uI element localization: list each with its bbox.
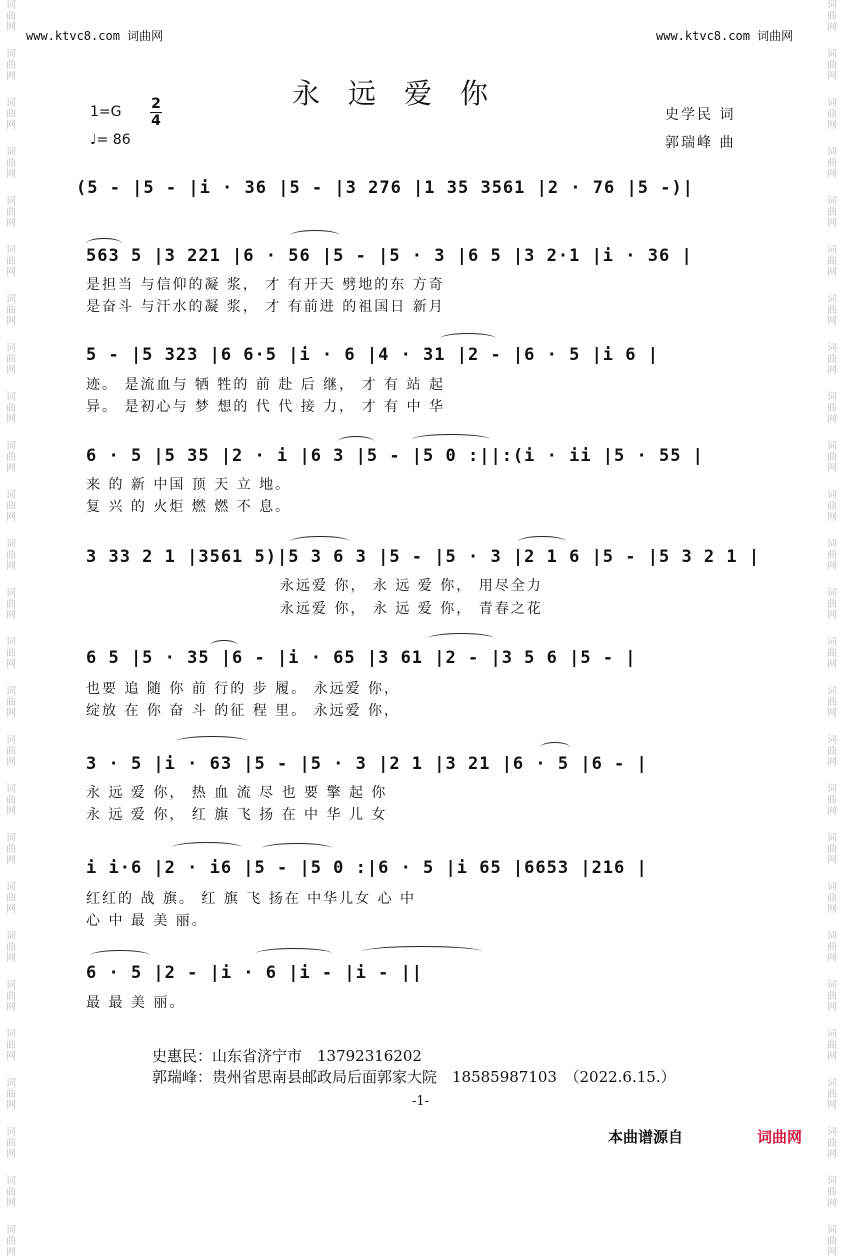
lyric-line: 迹。 是流血与 牺 牲的 前 赴 后 继， 才 有 站 起 xyxy=(86,377,445,393)
lyric-line: 异。 是初心与 梦 想的 代 代 接 力， 才 有 中 华 xyxy=(86,399,445,415)
slur-mark xyxy=(412,434,490,445)
slur-mark xyxy=(176,736,248,747)
slur-mark xyxy=(90,950,150,961)
slur-mark xyxy=(518,536,566,547)
tempo-marking: ♩= 86 xyxy=(90,132,131,148)
slur-mark xyxy=(428,633,494,644)
site-url-right[interactable]: www.ktvc8.com 词曲网 xyxy=(656,29,794,43)
lyric-line: 是担当 与信仰的凝 浆， 才 有开天 劈地的东 方奇 xyxy=(86,277,445,293)
slur-mark xyxy=(540,742,570,753)
score-row-4: 6 · 5 |5 35 |2 · i |6 3 |5 - |5 0 :||:(i · ii |5 · 55 | xyxy=(86,446,704,466)
score-row-7: 3 · 5 |i · 63 |5 - |5 · 3 |2 1 |3 21 |6 · 5 |6 - | xyxy=(86,754,648,774)
composer-credit: 郭瑞峰 曲 xyxy=(665,135,736,151)
score-row-5: 3 33 2 1 |3561 5)|5 3 6 3 |5 - |5 · 3 |2 1 6 |5 - |5 3 2 1 | xyxy=(86,547,761,567)
slur-mark xyxy=(262,843,332,854)
right-watermark-strip: 词曲网 词曲网 词曲网 词曲网 词曲网 词曲网 词曲网 词曲网 词曲网 词曲网 词曲网 词曲网 词曲网 词曲网 词曲网 词曲网 词曲网 词曲网 词曲网 词曲网 词曲网 词曲网 词曲网 词曲网 词曲网 词曲网 xyxy=(827,0,837,1258)
lyric-line: 复 兴 的 火炬 燃 燃 不 息。 xyxy=(86,499,292,515)
slur-mark xyxy=(362,946,482,957)
lyric-line: 永 远 爱 你， 热 血 流 尽 也 要 擎 起 你 xyxy=(86,785,388,801)
slur-mark xyxy=(256,948,332,959)
lyric-line: 来 的 新 中国 顶 天 立 地。 xyxy=(86,477,292,493)
slur-mark xyxy=(290,230,340,241)
lyricist-credit: 史学民 词 xyxy=(665,107,736,123)
lyric-line: 永远爱 你， 永 远 爱 你， 青春之花 xyxy=(280,601,543,617)
lyric-line: 是奋斗 与汗水的凝 浆， 才 有前进 的祖国日 新月 xyxy=(86,299,445,315)
brand-link[interactable]: 词曲网 xyxy=(757,1128,803,1146)
source-label: 本曲谱源自 xyxy=(608,1128,684,1146)
score-row-1: (5 - |5 - |i · 36 |5 - |3 276 |1 35 3561 |2 · 76 |5 -)| xyxy=(76,178,694,198)
page-number: -1- xyxy=(412,1094,430,1109)
slur-mark xyxy=(440,333,496,344)
song-title: 永远爱你 xyxy=(292,77,517,110)
contact-line-lyricist: 史惠民：山东省济宁市 13792316202 xyxy=(152,1047,422,1065)
lyric-line: 永远爱 你， 永 远 爱 你， 用尽全力 xyxy=(280,578,543,594)
lyric-line: 也要 追 随 你 前 行的 步 履。 永远爱 你， xyxy=(86,681,401,697)
site-url-left[interactable]: www.ktvc8.com 词曲网 xyxy=(26,29,164,43)
time-signature: 2 4 xyxy=(151,96,161,129)
score-row-8: i i·6 |2 · i6 |5 - |5 0 :|6 · 5 |i 65 |6653 |216 | xyxy=(86,858,648,878)
score-row-9: 6 · 5 |2 - |i · 6 |i - |i - || xyxy=(86,963,424,983)
score-row-6: 6 5 |5 · 35 |6 - |i · 65 |3 61 |2 - |3 5 6 |5 - | xyxy=(86,648,637,668)
slur-mark xyxy=(172,842,242,853)
score-row-3: 5 - |5 323 |6 6·5 |i · 6 |4 · 31 |2 - |6 · 5 |i 6 | xyxy=(86,345,659,365)
lyric-line: 心 中 最 美 丽。 xyxy=(86,913,208,929)
key-signature: 1=G xyxy=(90,104,122,120)
lyric-line: 绽放 在 你 奋 斗 的征 程 里。 永远爱 你， xyxy=(86,703,401,719)
slur-mark xyxy=(290,536,350,547)
score-row-2: 563 5 |3 221 |6 · 56 |5 - |5 · 3 |6 5 |3 2·1 |i · 36 | xyxy=(86,246,693,266)
lyric-line: 永 远 爱 你， 红 旗 飞 扬 在 中 华 儿 女 xyxy=(86,807,388,823)
left-watermark-strip: 词曲网 词曲网 词曲网 词曲网 词曲网 词曲网 词曲网 词曲网 词曲网 词曲网 词曲网 词曲网 词曲网 词曲网 词曲网 词曲网 词曲网 词曲网 词曲网 词曲网 词曲网 词曲网 词曲网 词曲网 词曲网 词曲网 xyxy=(6,0,16,1258)
lyric-line: 最 最 美 丽。 xyxy=(86,995,186,1011)
quarter-note-icon: ♩ xyxy=(90,132,97,148)
contact-line-composer: 郭瑞峰：贵州省思南县邮政局后面郭家大院 18585987103 （2022.6.15.） xyxy=(152,1068,676,1086)
lyric-line: 红红的 战 旗。 红 旗 飞 扬在 中华儿女 心 中 xyxy=(86,891,417,907)
